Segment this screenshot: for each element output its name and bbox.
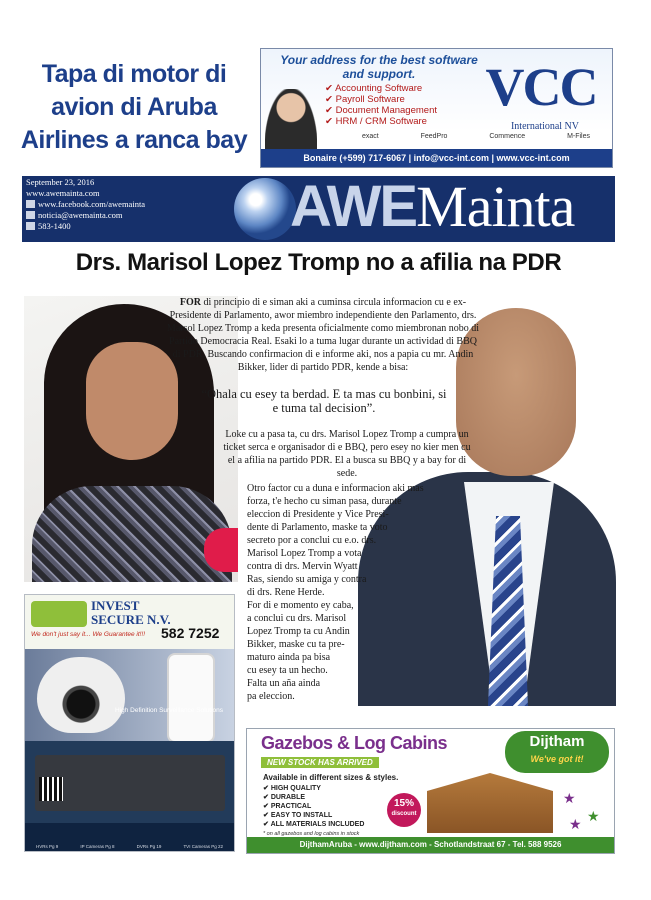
gazebo-feature-item: ✔ DURABLE [263,793,364,802]
article-line: dente di Parlamento, maske ta voto [247,522,388,533]
discount-value: 15% [393,798,414,809]
article-paragraph-2: Loke cu a pasa ta, cu drs. Marisol Lopez Tromp a cumpra un ticket serca e organisador di e BBQ, pero esey no kier men cu el a afilia na partido PDR. El a busca su BBQ y a bay for di sede. [223,429,471,479]
masthead [22,176,615,242]
article-line: forza, t'e hecho cu siman pasa, durante [247,496,402,507]
vcc-advertisement[interactable] [260,48,613,168]
gazebo-features-list [263,784,364,829]
article-paragraph-1-text: di principio di e siman aki a cuminsa circula informacion cu e ex-Presidente di Parlamento, awor miembro independiente den Parlamento, drs. Marsol Lopez Tromp a keda presenta oficialmente como miembronan nobo di Partido Democracia Real. Esaki lo a tuma lugar durante un actividad di BBQ di PDR. Buscando confirmacion di e informe aki, nos a papia cu mr. Andin Bikker, lider di partido PDR, kende a bisa: [166,297,480,373]
gazebo-feature-item: ✔ HIGH QUALITY [263,784,364,793]
article-paragraph-3 [247,482,424,703]
invest-product-label: TVI Cameras Pg 22 [183,844,223,849]
article-line: Falta un aña ainda [247,678,321,689]
vcc-service-item: ✔ Accounting Software [325,83,437,94]
email-link[interactable]: noticia@awemainta.com [38,210,123,220]
gazebo-ad-title: Gazebos & Log Cabins [261,733,448,753]
dijtham-logo [505,731,609,773]
article-line: contra di drs. Mervin Wyatt [247,561,358,572]
gazebo-stock-banner: NEW STOCK HAS ARRIVED [261,757,379,768]
vcc-partner-logos [341,133,611,140]
invest-product-label: DVRs Pg 19 [136,844,162,849]
dijtham-tagline: We've got it! [530,754,584,764]
invest-product-label: IP Cameras Pg 8 [80,844,115,849]
star-icon: ★ [587,810,600,825]
article-line: cu esey ta un hecho. [247,665,328,676]
article-line: pa eleccion. [247,691,295,702]
vcc-service-item: ✔ Document Management [325,105,437,116]
dijtham-contact-bar[interactable]: DijthamAruba - www.dijtham.com - Schotlandstraat 67 - Tel. 588 9526 [247,837,614,853]
article-line: Lopez Tromp ta cu Andin [247,626,350,637]
microphone-icon [204,528,238,572]
dijtham-brand-name: Dijtham [529,733,585,750]
partner-logo: FeedPro [420,133,448,140]
vcc-logo-subtitle: International NV [510,121,580,132]
invest-caption: High Definition Surveillance Solutions [115,707,224,714]
article-line: Marisol Lopez Tromp a vota [247,548,362,559]
phone-icon [26,222,35,230]
article-line: secreto por a conclui cu e.o. drs. [247,535,377,546]
invest-slogan: We don't just say it... We Guarantee it!!! [31,631,146,638]
partner-logo: Commence [489,133,526,140]
security-camera-icon [37,657,125,733]
vcc-logo: VCC [485,57,597,117]
vcc-services-list [325,83,437,127]
log-cabin-icon [427,773,553,833]
invest-secure-advertisement[interactable] [24,594,235,852]
invest-phone: 582 7252 [161,625,220,641]
globe-icon [234,178,296,240]
vcc-service-item: ✔ HRM / CRM Software [325,116,437,127]
article-line: maturo ainda pa bisa [247,652,331,663]
vcc-tagline: Your address for the best software and support. [280,53,478,81]
article-line: eleccion di Presidente y Vice Presi- [247,509,389,520]
article-line: a conclui cu drs. Marisol [247,613,347,624]
masthead-info [26,177,145,232]
issue-date: September 23, 2016 [26,177,95,187]
star-icon: ★ [563,792,576,807]
facebook-link[interactable]: www.facebook.com/awemainta [38,199,146,209]
phone-number: 583-1400 [38,221,71,231]
article-line: Bikker, maske cu ta pre- [247,639,345,650]
partner-logo: M-Files [567,133,591,140]
website-link[interactable]: www.awemainta.com [26,188,100,198]
qr-code-icon [39,777,63,801]
invest-name-line2: SECURE N.V. [91,612,171,627]
vcc-contact-bar[interactable]: Bonaire (+599) 717-6067 | info@vcc-int.com | www.vcc-int.com [261,149,612,167]
gazebo-availability: Available in different sizes & styles. [263,773,399,782]
article-lead-word: FOR [179,297,201,308]
article-line: di drs. Rene Herde. [247,587,325,598]
article-line: Otro factor cu a duna e informacion aki mas [247,483,424,494]
article-line: For di e momento ey caba, [247,600,354,611]
brand-prefix: AWE [290,176,417,239]
invest-product-label: HVRs Pg 9 [36,844,59,849]
vcc-model-photo [265,89,317,151]
gazebo-feature-item: ✔ EASY TO INSTALL [263,811,364,820]
discount-badge [387,793,421,827]
partner-logo: exact [361,133,379,140]
invest-logo-icon [31,601,87,627]
invest-product-strip [25,823,234,851]
article-line: Ras, siendo su amiga y contra [247,574,367,585]
gazebo-feature-item: ✔ PRACTICAL [263,802,364,811]
invest-name-line1: INVEST [91,598,140,613]
dijtham-gazebo-advertisement[interactable] [246,728,615,854]
gazebo-footnote: * on all gazebos and log cabins in stock [263,831,360,837]
discount-label: discount [391,811,417,817]
teaser-headline[interactable]: Tapa di motor di avion di Aruba Airlines a ranca bay [20,60,248,154]
invest-company-name [91,599,171,627]
brand-suffix: Mainta [416,176,575,239]
article-quote: “Ohala cu esey ta berdad. E ta mas cu bonbini, si e tuma tal decision”. [201,387,447,415]
article-headline: Drs. Marisol Lopez Tromp no a afilia na PDR [75,249,562,276]
vcc-service-item: ✔ Payroll Software [325,94,437,105]
article-paragraph-1 [165,296,481,374]
facebook-icon [26,200,35,208]
newspaper-logo[interactable] [290,176,574,242]
gazebo-feature-item: ✔ ALL MATERIALS INCLUDED [263,820,364,829]
photo-blouse [32,486,232,582]
email-icon [26,211,35,219]
star-icon: ★ [569,818,582,833]
dvr-recorder-icon [35,755,225,811]
smartphone-icon [167,653,215,743]
